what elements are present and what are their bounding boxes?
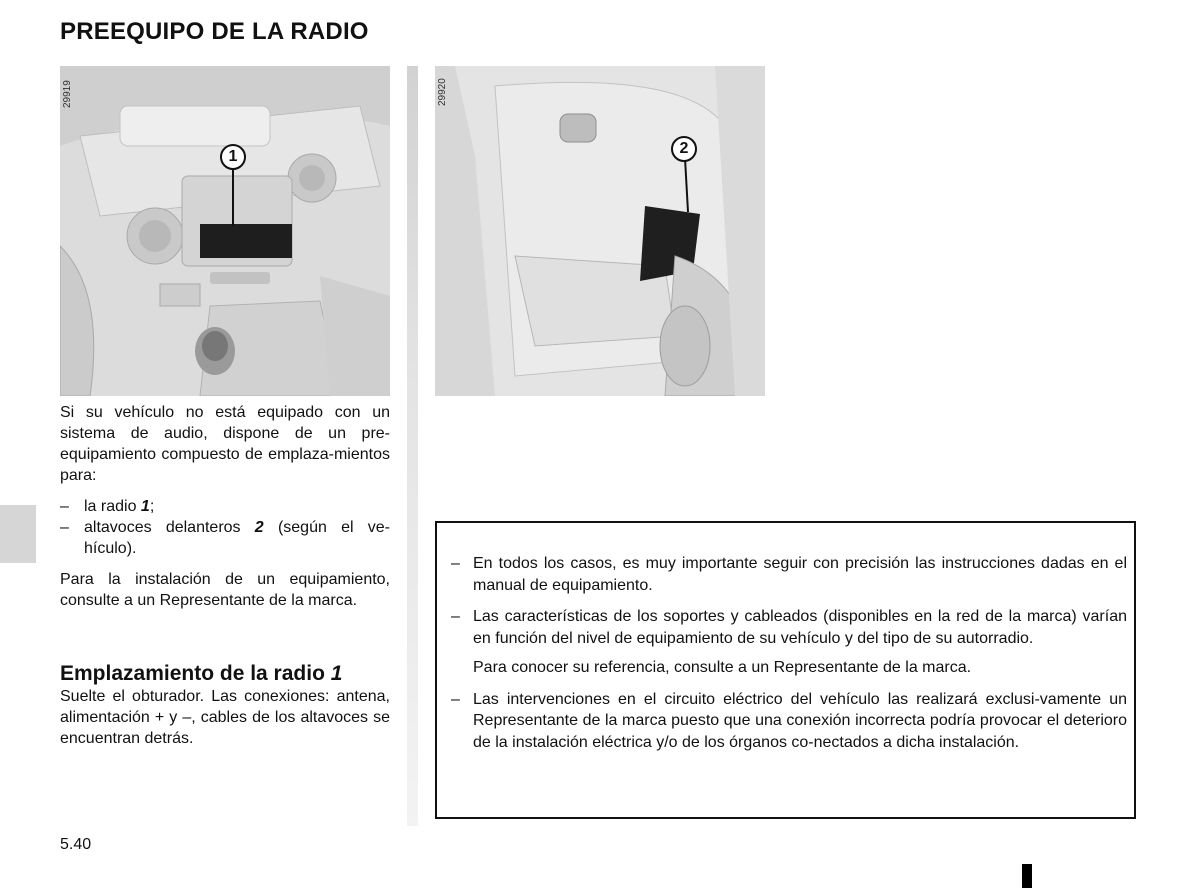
chapter-tab: [0, 505, 36, 563]
notice-item: [451, 689, 1127, 754]
dashboard-illustration: [60, 66, 390, 396]
list-item-text: la radio: [84, 498, 141, 515]
notice-dash: –: [451, 555, 460, 572]
figure-ref-code: 29919: [62, 80, 73, 108]
list-item-ref: 1: [140, 498, 150, 515]
callout-2: 2: [671, 136, 697, 162]
notice-box: [435, 521, 1136, 819]
provision-list: [60, 496, 390, 559]
notice-item-text: En todos los casos, es muy importante seguir con precisión las instrucciones dadas en el manual de equipamiento.: [473, 555, 1127, 594]
notice-list: [451, 553, 1127, 763]
notice-item-text: Las intervenciones en el circuito eléctrico del vehículo las realizará exclusi-vamente un Representante de la marca puesto que una conexión incorrecta podría provocar el deterioro de la instalación eléctrica y/o de los órganos co-nectados a dicha instalación.: [473, 690, 1127, 751]
page-edge-mark: [1022, 864, 1032, 888]
list-dash: –: [60, 498, 69, 515]
list-item-tail: (según el ve-hículo).: [84, 519, 391, 557]
callout-1: 1: [220, 144, 246, 170]
notice-item-text: Las características de los soportes y cableados (disponibles en la red de la marca) varían en función del nivel de equipamiento de su vehículo y del tipo de su autorradio.: [473, 608, 1127, 647]
list-item: [60, 496, 390, 517]
door-photo: [435, 66, 765, 396]
install-paragraph: Para la instalación de un equipamiento, consulte a un Representante de la marca.: [60, 571, 390, 609]
figure-ref-code: 29920: [437, 78, 448, 106]
page-title: PREEQUIPO DE LA RADIO: [60, 18, 369, 45]
page-number: 5.40: [60, 836, 92, 853]
notice-dash: –: [451, 690, 460, 708]
list-item-text: altavoces delanteros: [84, 519, 255, 536]
notice-item: [451, 606, 1127, 649]
list-item-tail: ;: [149, 498, 155, 515]
column-divider: [407, 66, 418, 826]
notice-dash: –: [451, 608, 460, 625]
list-item-ref: 2: [254, 519, 264, 536]
door-illustration: [435, 66, 765, 396]
intro-paragraph: Si su vehículo no está equipado con un sistema de audio, dispone de un pre-equipamiento compuesto de emplaza-mientos para:: [60, 404, 390, 484]
dashboard-photo: [60, 66, 390, 396]
section-heading: [60, 662, 342, 686]
section-heading-text: Emplazamiento de la radio: [60, 662, 331, 685]
notice-note: Para conocer su referencia, consulte a un Representante de la marca.: [473, 659, 972, 676]
section-heading-number: 1: [330, 662, 343, 685]
notice-item: [451, 553, 1127, 596]
list-dash: –: [60, 519, 69, 536]
detail-paragraph: Suelte el obturador. Las conexiones: antena, alimentación + y –, cables de los altavoces se encuentran detrás.: [60, 688, 390, 747]
list-item: [60, 517, 390, 559]
